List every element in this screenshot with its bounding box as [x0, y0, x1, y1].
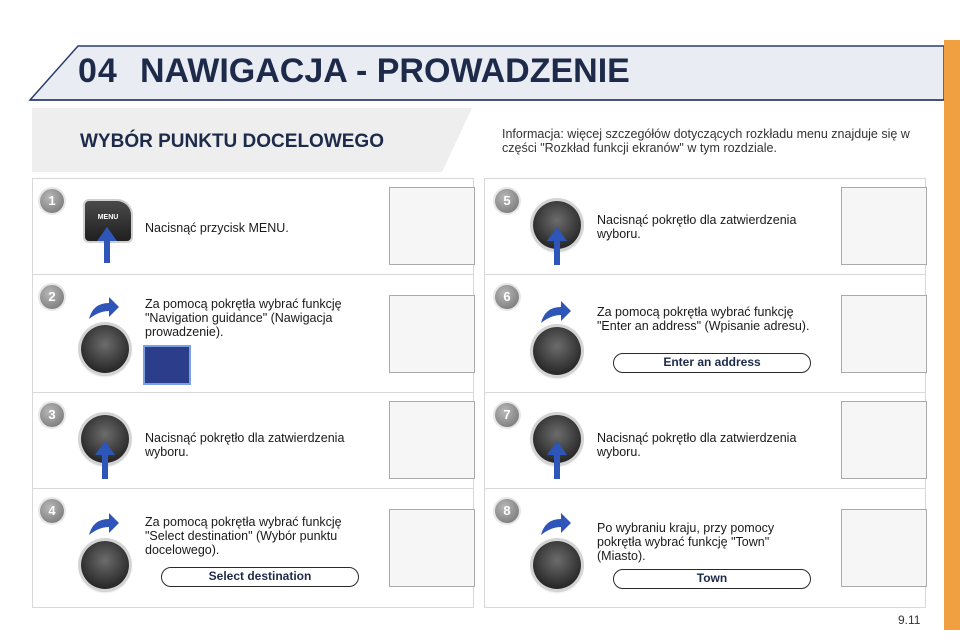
press-arrow-icon — [95, 225, 119, 265]
step-text: Po wybraniu kraju, przy pomocy pokrętła wybrać funkcję "Town" (Miasto). — [597, 521, 775, 563]
step-text: Za pomocą pokrętła wybrać funkcję "Select destination" (Wybór punktu docelowego). — [145, 515, 342, 557]
rotate-arrow-icon — [537, 299, 573, 327]
radio-panel-icon — [389, 401, 475, 479]
section-title: WYBÓR PUNKTU DOCELOWEGO — [80, 131, 384, 152]
step-text: Nacisnąć pokrętło dla zatwierdzenia wyboru. — [597, 431, 797, 459]
rotate-arrow-icon — [537, 511, 573, 539]
step-text: Nacisnąć pokrętło dla zatwierdzenia wyboru. — [597, 213, 797, 241]
step-number-badge: 7 — [495, 403, 519, 427]
menu-option-select-destination: Select destination — [161, 567, 359, 587]
step-card-3 — [33, 393, 473, 489]
page-number: 9.11 — [898, 613, 921, 627]
step-card-2 — [33, 275, 473, 393]
step-text: Nacisnąć przycisk MENU. — [145, 221, 289, 235]
rotary-knob-icon — [533, 327, 581, 375]
radio-panel-icon — [389, 187, 475, 265]
chapter-number: 04 — [78, 52, 118, 90]
rotary-knob-icon — [533, 541, 581, 589]
chapter-tab-stripe — [944, 40, 960, 630]
step-number-badge: 8 — [495, 499, 519, 523]
menu-option-enter-address: Enter an address — [613, 353, 811, 373]
steps-column-left — [32, 178, 474, 608]
step-card-7 — [485, 393, 925, 489]
rotate-arrow-icon — [85, 295, 121, 323]
info-note: Informacja: więcej szczegółów dotyczących rozkładu menu znajduje się w części "Rozkład funkcji ekranów" w tym rozdziale. — [502, 127, 910, 155]
menu-option-town: Town — [613, 569, 811, 589]
radio-panel-icon — [389, 509, 475, 587]
radio-panel-icon — [841, 295, 927, 373]
step-card-1 — [33, 179, 473, 275]
step-text: Za pomocą pokrętła wybrać funkcję "Enter an address" (Wpisanie adresu). — [597, 305, 810, 333]
steps-column-right — [484, 178, 926, 608]
step-number-badge: 3 — [40, 403, 64, 427]
radio-panel-icon — [389, 295, 475, 373]
press-arrow-icon — [545, 439, 569, 481]
menu-button-icon: MENU — [85, 201, 131, 241]
rotate-arrow-icon — [85, 511, 121, 539]
press-arrow-icon — [93, 439, 117, 481]
page-header — [0, 0, 960, 110]
joystick-icon — [143, 345, 191, 385]
step-number-badge: 5 — [495, 189, 519, 213]
step-text: Za pomocą pokrętła wybrać funkcję "Navigation guidance" (Nawigacja prowadzenie). — [145, 297, 342, 339]
step-card-4 — [33, 489, 473, 609]
step-text: Nacisnąć pokrętło dla zatwierdzenia wyboru. — [145, 431, 345, 459]
step-number-badge: 6 — [495, 285, 519, 309]
step-number-badge: 2 — [40, 285, 64, 309]
radio-panel-icon — [841, 401, 927, 479]
step-card-8 — [485, 489, 925, 609]
rotary-knob-icon — [81, 325, 129, 373]
step-card-5 — [485, 179, 925, 275]
step-number-badge: 1 — [40, 189, 64, 213]
rotary-knob-icon — [81, 541, 129, 589]
step-card-6 — [485, 275, 925, 393]
radio-panel-icon — [841, 187, 927, 265]
step-number-badge: 4 — [40, 499, 64, 523]
radio-panel-icon — [841, 509, 927, 587]
press-arrow-icon — [545, 225, 569, 267]
chapter-title: NAWIGACJA - PROWADZENIE — [140, 52, 630, 90]
